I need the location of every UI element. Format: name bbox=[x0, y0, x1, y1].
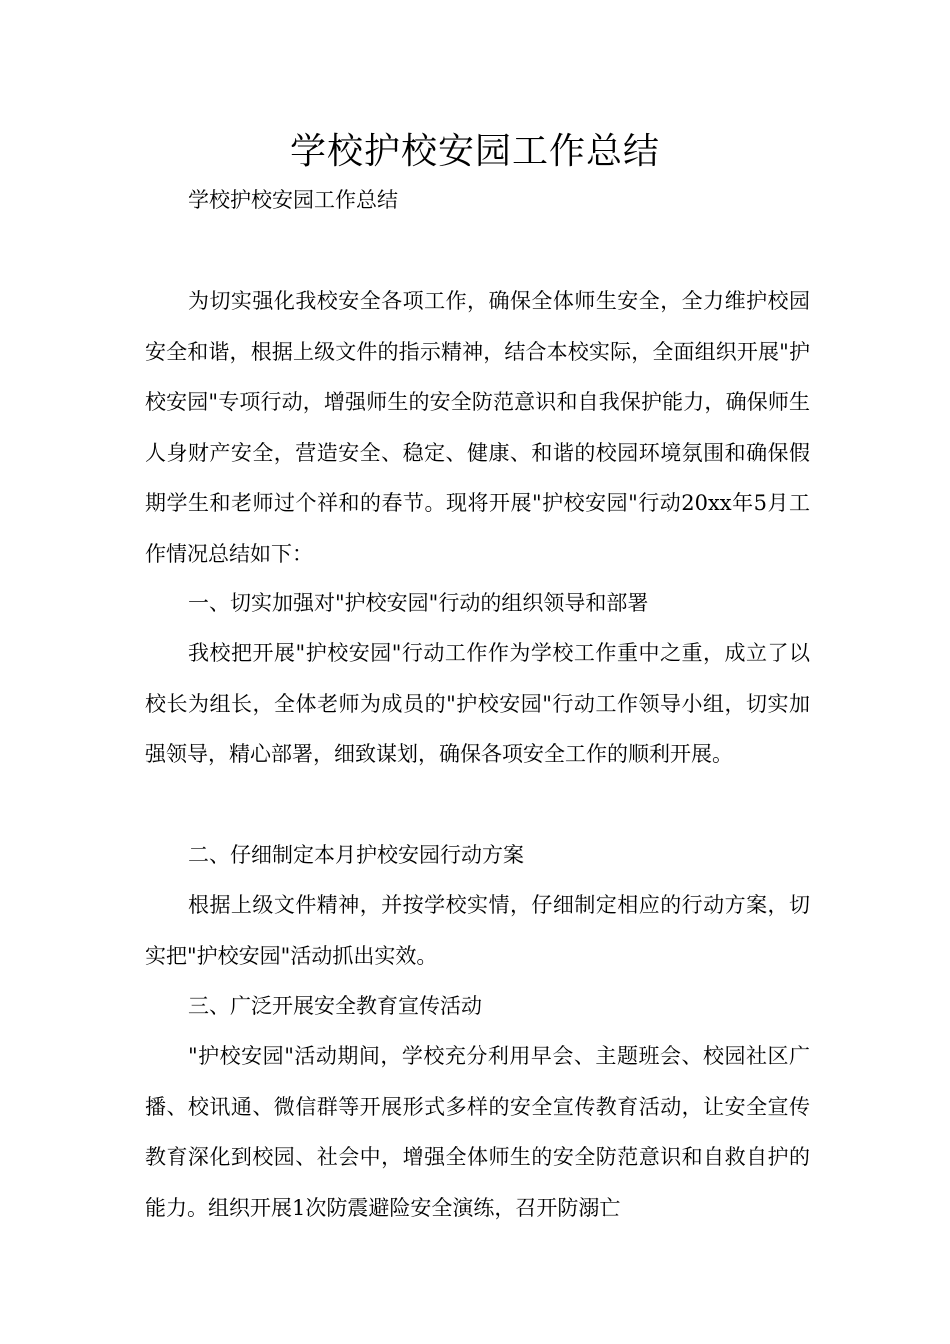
paragraph-section-2: 根据上级文件精神，并按学校实情，仔细制定相应的行动方案，切实把"护校安园"活动抓出实效。 bbox=[145, 893, 810, 968]
paragraph-section-1: 我校把开展"护校安园"行动工作作为学校工作重中之重，成立了以校长为组长，全体老师为成员的"护校安园"行动工作领导小组，切实加强领导，精心部署，细致谋划，确保各项安全工作的顺利开展。 bbox=[145, 641, 810, 766]
section-heading-1: 一、切实加强对"护校安园"行动的组织领导和部署 bbox=[188, 591, 649, 615]
document-title: 学校护校安园工作总结 bbox=[289, 131, 660, 172]
paragraph-section-3: "护校安园"活动期间，学校充分利用早会、主题班会、校园社区广播、校讯通、微信群等开展形式多样的安全宣传教育活动，让安全宣传教育深化到校园、社会中，增强全体师生的安全防范意识和自救自护的能力。组织开展1次防震避险安全演练，召开防溺亡 bbox=[145, 1044, 810, 1220]
document-subtitle: 学校护校安园工作总结 bbox=[188, 188, 398, 212]
section-heading-3: 三、广泛开展安全教育宣传活动 bbox=[188, 994, 482, 1018]
paragraph-intro: 为切实强化我校安全各项工作，确保全体师生安全，全力维护校园安全和谐，根据上级文件的指示精神，结合本校实际，全面组织开展"护校安园"专项行动，增强师生的安全防范意识和自我保护能力，确保师生人身财产安全，营造安全、稳定、健康、和谐的校园环境氛围和确保假期学生和老师过个祥和的春节。现将开展"护校安园"行动20xx年5月工作情况总结如下： bbox=[145, 289, 810, 566]
section-heading-2: 二、仔细制定本月护校安园行动方案 bbox=[188, 843, 524, 867]
